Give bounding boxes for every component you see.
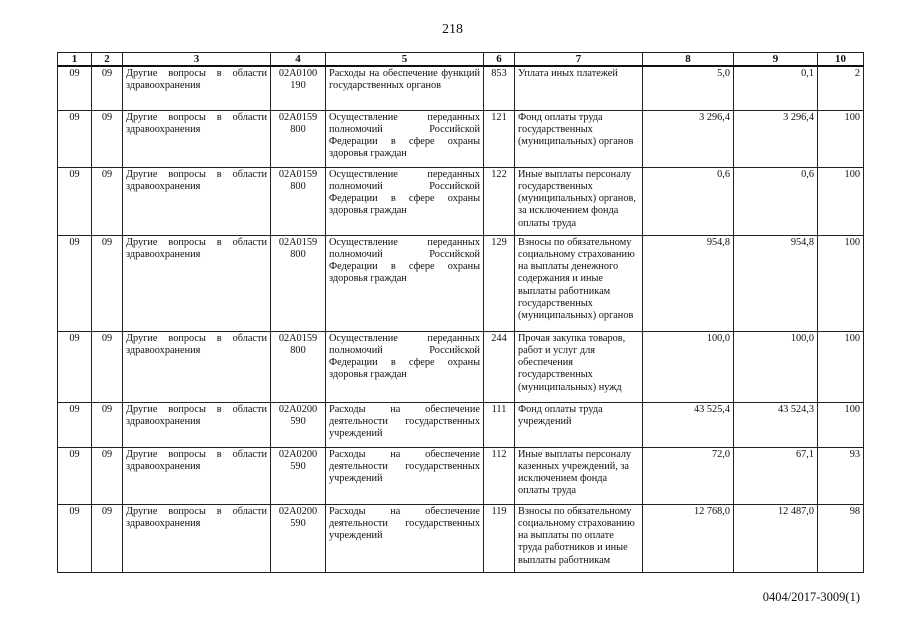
column-header-9: 9 bbox=[734, 53, 818, 67]
section-name: Другие вопросы в области здравоохранения bbox=[123, 110, 271, 167]
executed-amount: 954,8 bbox=[734, 235, 818, 331]
target-article-name: Расходы на обеспечение деятельности государственных учреждений bbox=[326, 402, 484, 447]
subsection-code: 09 bbox=[92, 447, 123, 504]
header-row bbox=[58, 53, 864, 67]
target-article-code: 02А0200 590 bbox=[271, 504, 326, 572]
planned-amount: 5,0 bbox=[643, 66, 734, 110]
document-code: 0404/2017-3009(1) bbox=[762, 590, 860, 604]
section-code: 09 bbox=[58, 66, 92, 110]
section-name: Другие вопросы в области здравоохранения bbox=[123, 66, 271, 110]
subsection-code: 09 bbox=[92, 504, 123, 572]
table-row bbox=[58, 235, 864, 331]
execution-percent: 100 bbox=[818, 167, 864, 235]
expense-type-name: Фонд оплаты труда государственных (муниципальных) органов bbox=[515, 110, 643, 167]
subsection-code: 09 bbox=[92, 402, 123, 447]
column-header-6: 6 bbox=[484, 53, 515, 67]
execution-percent: 100 bbox=[818, 110, 864, 167]
expense-type-code: 121 bbox=[484, 110, 515, 167]
section-name: Другие вопросы в области здравоохранения bbox=[123, 235, 271, 331]
column-header-10: 10 bbox=[818, 53, 864, 67]
planned-amount: 3 296,4 bbox=[643, 110, 734, 167]
execution-percent: 93 bbox=[818, 447, 864, 504]
executed-amount: 0,6 bbox=[734, 167, 818, 235]
planned-amount: 100,0 bbox=[643, 331, 734, 402]
subsection-code: 09 bbox=[92, 331, 123, 402]
subsection-code: 09 bbox=[92, 66, 123, 110]
table-row bbox=[58, 331, 864, 402]
target-article-code: 02А0159 800 bbox=[271, 167, 326, 235]
expense-type-code: 244 bbox=[484, 331, 515, 402]
planned-amount: 72,0 bbox=[643, 447, 734, 504]
section-name: Другие вопросы в области здравоохранения bbox=[123, 331, 271, 402]
table-row bbox=[58, 504, 864, 572]
section-code: 09 bbox=[58, 331, 92, 402]
column-header-4: 4 bbox=[271, 53, 326, 67]
target-article-name: Осуществление переданных полномочий Российской Федерации в сфере охраны здоровья граждан bbox=[326, 235, 484, 331]
target-article-name: Осуществление переданных полномочий Российской Федерации в сфере охраны здоровья граждан bbox=[326, 167, 484, 235]
executed-amount: 100,0 bbox=[734, 331, 818, 402]
column-header-1: 1 bbox=[58, 53, 92, 67]
target-article-code: 02А0200 590 bbox=[271, 402, 326, 447]
execution-percent: 100 bbox=[818, 235, 864, 331]
planned-amount: 0,6 bbox=[643, 167, 734, 235]
execution-percent: 100 bbox=[818, 402, 864, 447]
expense-type-code: 129 bbox=[484, 235, 515, 331]
section-name: Другие вопросы в области здравоохранения bbox=[123, 504, 271, 572]
target-article-code: 02А0159 800 bbox=[271, 331, 326, 402]
table-row bbox=[58, 110, 864, 167]
budget-table bbox=[57, 52, 864, 573]
target-article-name: Осуществление переданных полномочий Российской Федерации в сфере охраны здоровья граждан bbox=[326, 331, 484, 402]
target-article-name: Расходы на обеспечение деятельности государственных учреждений bbox=[326, 504, 484, 572]
planned-amount: 12 768,0 bbox=[643, 504, 734, 572]
target-article-name: Расходы на обеспечение функций государственных органов bbox=[326, 66, 484, 110]
section-code: 09 bbox=[58, 110, 92, 167]
section-name: Другие вопросы в области здравоохранения bbox=[123, 167, 271, 235]
executed-amount: 3 296,4 bbox=[734, 110, 818, 167]
target-article-code: 02А0200 590 bbox=[271, 447, 326, 504]
expense-type-name: Иные выплаты персоналу государственных (муниципальных) органов, за исключением фонда оплаты труда bbox=[515, 167, 643, 235]
expense-type-name: Фонд оплаты труда учреждений bbox=[515, 402, 643, 447]
executed-amount: 12 487,0 bbox=[734, 504, 818, 572]
execution-percent: 100 bbox=[818, 331, 864, 402]
column-header-8: 8 bbox=[643, 53, 734, 67]
executed-amount: 67,1 bbox=[734, 447, 818, 504]
section-code: 09 bbox=[58, 167, 92, 235]
planned-amount: 954,8 bbox=[643, 235, 734, 331]
planned-amount: 43 525,4 bbox=[643, 402, 734, 447]
target-article-code: 02А0159 800 bbox=[271, 110, 326, 167]
execution-percent: 98 bbox=[818, 504, 864, 572]
subsection-code: 09 bbox=[92, 110, 123, 167]
section-name: Другие вопросы в области здравоохранения bbox=[123, 447, 271, 504]
target-article-name: Расходы на обеспечение деятельности государственных учреждений bbox=[326, 447, 484, 504]
column-header-7: 7 bbox=[515, 53, 643, 67]
expense-type-name: Взносы по обязательному социальному страхованию на выплаты денежного содержания и иные выплаты работникам государственных (муниципальных) органов bbox=[515, 235, 643, 331]
section-code: 09 bbox=[58, 447, 92, 504]
expense-type-code: 122 bbox=[484, 167, 515, 235]
table-row bbox=[58, 167, 864, 235]
target-article-code: 02А0100 190 bbox=[271, 66, 326, 110]
expense-type-code: 111 bbox=[484, 402, 515, 447]
target-article-code: 02А0159 800 bbox=[271, 235, 326, 331]
target-article-name: Осуществление переданных полномочий Российской Федерации в сфере охраны здоровья граждан bbox=[326, 110, 484, 167]
table-row bbox=[58, 402, 864, 447]
table-row bbox=[58, 66, 864, 110]
execution-percent: 2 bbox=[818, 66, 864, 110]
executed-amount: 43 524,3 bbox=[734, 402, 818, 447]
section-code: 09 bbox=[58, 402, 92, 447]
expense-type-name: Иные выплаты персоналу казенных учреждений, за исключением фонда оплаты труда bbox=[515, 447, 643, 504]
table-row bbox=[58, 447, 864, 504]
section-code: 09 bbox=[58, 235, 92, 331]
column-header-2: 2 bbox=[92, 53, 123, 67]
column-header-3: 3 bbox=[123, 53, 271, 67]
expense-type-code: 119 bbox=[484, 504, 515, 572]
section-name: Другие вопросы в области здравоохранения bbox=[123, 402, 271, 447]
subsection-code: 09 bbox=[92, 235, 123, 331]
column-header-5: 5 bbox=[326, 53, 484, 67]
executed-amount: 0,1 bbox=[734, 66, 818, 110]
expense-type-code: 112 bbox=[484, 447, 515, 504]
expense-type-name: Взносы по обязательному социальному страхованию на выплаты по оплате труда работников и иные выплаты работникам bbox=[515, 504, 643, 572]
section-code: 09 bbox=[58, 504, 92, 572]
expense-type-name: Прочая закупка товаров, работ и услуг для обеспечения государственных (муниципальных) нужд bbox=[515, 331, 643, 402]
expense-type-code: 853 bbox=[484, 66, 515, 110]
expense-type-name: Уплата иных платежей bbox=[515, 66, 643, 110]
page-number: 218 bbox=[442, 22, 463, 37]
subsection-code: 09 bbox=[92, 167, 123, 235]
